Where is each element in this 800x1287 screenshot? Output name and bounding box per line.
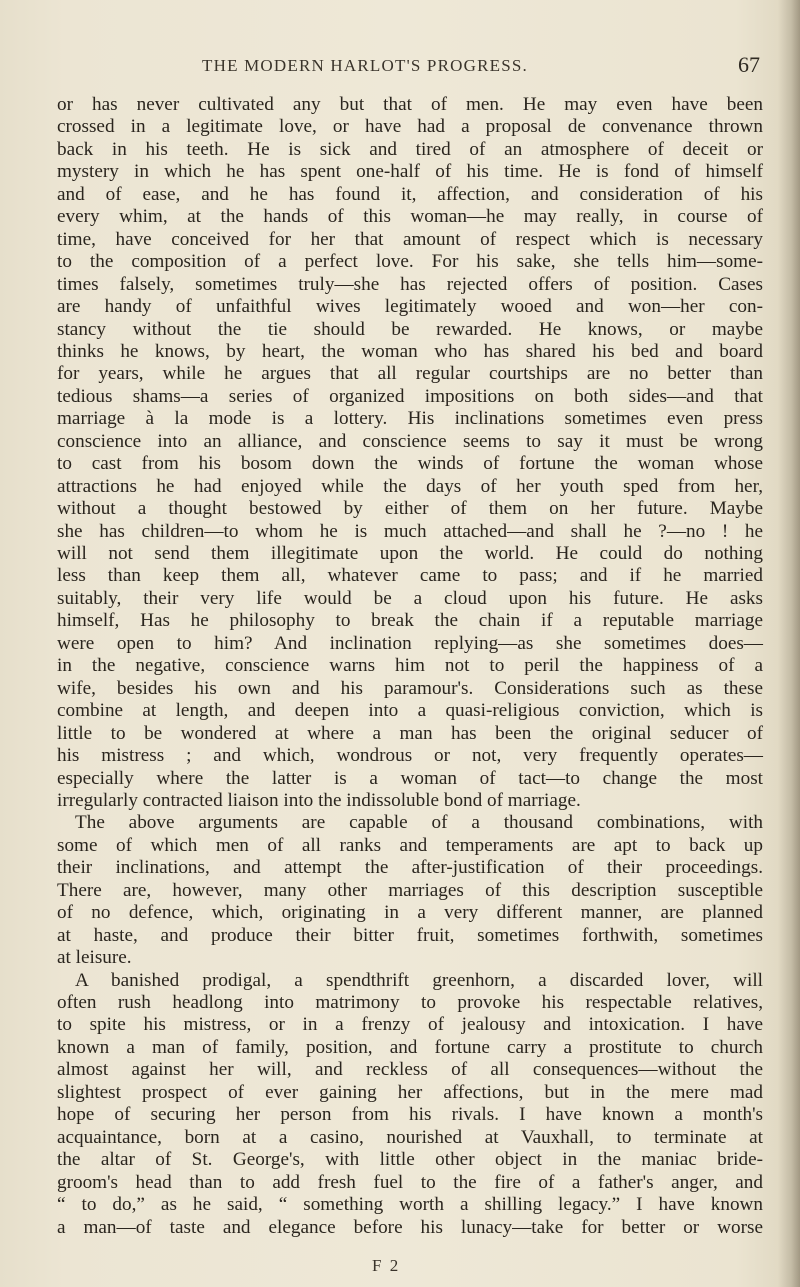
text-line: time, have conceived for her that amount of respect which is necessary: [57, 228, 763, 250]
text-line: mystery in which he has spent one-half of his time. He is fond of himself: [57, 161, 763, 183]
text-line: a man—of taste and elegance before his lunacy—take for better or worse: [57, 1216, 763, 1238]
running-title: THE MODERN HARLOT'S PROGRESS.: [202, 56, 528, 75]
text-line: and of ease, and he has found it, affection, and consideration of his: [57, 183, 763, 205]
text-line: little to be wondered at where a man has been the original seducer of: [57, 722, 763, 744]
text-line: in the negative, conscience warns him not to peril the happiness of a: [57, 655, 763, 677]
text-line: for years, while he argues that all regular courtships are no better than: [57, 363, 763, 385]
text-line: their inclinations, and attempt the after-justification of their proceedings.: [57, 857, 763, 879]
page-edge-shadow: [778, 0, 800, 1287]
text-line: at leisure.: [57, 947, 132, 969]
text-line: almost against her will, and reckless of all consequences—without the: [57, 1059, 763, 1081]
text-line: wife, besides his own and his paramour's. Considerations such as these: [57, 677, 763, 699]
text-line: combine at length, and deepen into a quasi-religious conviction, which is: [57, 700, 763, 722]
text-line: A banished prodigal, a spendthrift greenhorn, a discarded lover, will: [75, 969, 763, 991]
text-line: every whim, at the hands of this woman—he may really, in course of: [57, 206, 763, 228]
text-line: The above arguments are capable of a thousand combinations, with: [75, 812, 763, 834]
text-line: slightest prospect of ever gaining her affections, but in the mere mad: [57, 1081, 763, 1103]
text-line: marriage à la mode is a lottery. His inclinations sometimes even press: [57, 408, 763, 430]
text-line: hope of securing her person from his rivals. I have known a month's: [57, 1104, 763, 1126]
text-line: groom's head than to add fresh fuel to the fire of a father's anger, and: [57, 1171, 763, 1193]
text-line: or has never cultivated any but that of men. He may even have been: [57, 94, 763, 115]
text-line: back in his teeth. He is sick and tired of an atmosphere of deceit or: [57, 138, 763, 160]
signature-mark: F 2: [372, 1256, 401, 1275]
text-line: she has children—to whom he is much attached—and shall he ?—no ! he: [57, 520, 763, 542]
text-line: were open to him? And inclination replying—as she sometimes does—: [57, 632, 763, 654]
text-line: conscience into an alliance, and conscience seems to say it must be wrong: [57, 430, 763, 452]
text-line: acquaintance, born at a casino, nourished at Vauxhall, to terminate at: [57, 1126, 763, 1148]
running-head: [0, 52, 800, 86]
text-line: his mistress ; and which, wondrous or not, very frequently operates—: [57, 745, 763, 767]
text-line: some of which men of all ranks and temperaments are apt to back up: [57, 834, 763, 856]
text-line: to cast from his bosom down the winds of fortune the woman whose: [57, 453, 763, 475]
text-line: known a man of family, position, and fortune carry a prostitute to church: [57, 1036, 763, 1058]
text-line: himself, Has he philosophy to break the chain if a reputable marriage: [57, 610, 763, 632]
text-line: to spite his mistress, or in a frenzy of jealousy and intoxication. I have: [57, 1014, 763, 1036]
text-line: irregularly contracted liaison into the indissoluble bond of marriage.: [57, 789, 581, 811]
text-line: at haste, and produce their bitter fruit, sometimes forthwith, sometimes: [57, 924, 763, 946]
text-line: to the composition of a perfect love. For his sake, she tells him—some-: [57, 251, 763, 273]
text-line: attractions he had enjoyed while the days of her youth sped from her,: [57, 475, 763, 497]
text-line: of no defence, which, originating in a very different manner, are planned: [57, 902, 763, 924]
text-line: without a thought bestowed by either of them on her future. Maybe: [57, 498, 763, 520]
body-text: [57, 94, 763, 1254]
page-number: 67: [738, 52, 760, 77]
text-line: suitably, their very life would be a cloud upon his future. He asks: [57, 587, 763, 609]
text-line: often rush headlong into matrimony to provoke his respectable relatives,: [57, 992, 763, 1013]
text-line: tedious shams—a series of organized impositions on both sides—and that: [57, 385, 763, 407]
text-line: crossed in a legitimate love, or have had a proposal de convenance thrown: [57, 116, 763, 138]
text-line: will not send them illegitimate upon the world. He could do nothing: [57, 543, 763, 564]
text-line: “ to do,” as he said, “ something worth a shilling legacy.” I have known: [57, 1194, 763, 1216]
text-line: less than keep them all, whatever came to pass; and if he married: [57, 565, 763, 587]
text-line: There are, however, many other marriages of this description susceptible: [57, 879, 763, 901]
text-line: especially where the latter is a woman of tact—to change the most: [57, 767, 763, 789]
text-line: the altar of St. George's, with little other object in the maniac bride-: [57, 1149, 763, 1171]
text-line: times falsely, sometimes truly—she has rejected offers of position. Cases: [57, 273, 763, 295]
text-line: stancy without the tie should be rewarded. He knows, or maybe: [57, 318, 763, 340]
text-line: are handy of unfaithful wives legitimately wooed and won—her con-: [57, 296, 763, 318]
text-line: thinks he knows, by heart, the woman who has shared his bed and board: [57, 340, 763, 362]
